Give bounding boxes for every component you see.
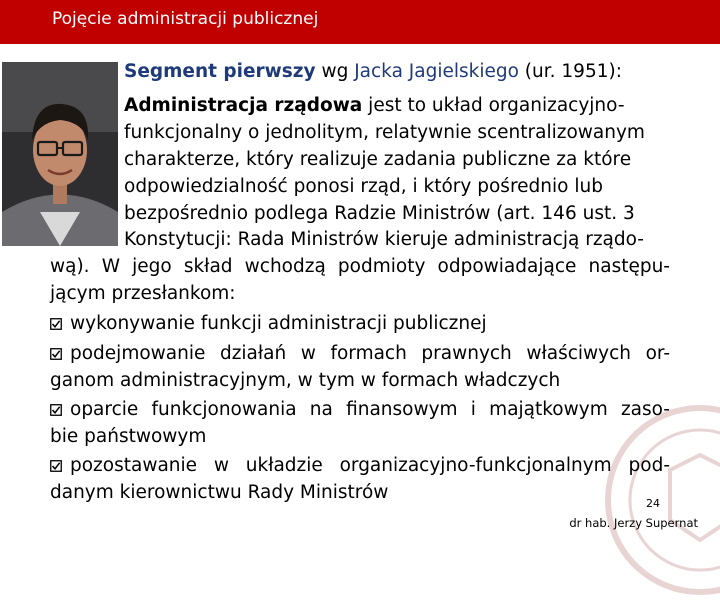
definition-text-1: jest to układ organizacyjno- xyxy=(362,95,625,116)
bullet-3-text-line-2: bie państwowym xyxy=(50,426,207,447)
bullet-item-1 xyxy=(50,315,487,334)
checkbox-checked-icon xyxy=(50,460,62,472)
footer-author: dr hab. Jerzy Supernat xyxy=(569,516,698,530)
bullet-item-2 xyxy=(50,345,670,364)
segment-author: Jacka Jagielskiego xyxy=(354,61,519,82)
definition-line-2: funkcjonalny o jednolitym, relatywnie scentralizowanym xyxy=(124,122,645,143)
definition-line-3: charakterze, który realizuje zadania publiczne za które xyxy=(124,149,632,170)
definition-line-1 xyxy=(124,97,625,116)
bullet-2-text-line-1: podejmowanie działań w formach prawnych właściwych or- xyxy=(70,343,670,364)
checkbox-checked-icon xyxy=(50,348,62,360)
header-bar xyxy=(0,0,720,44)
bullet-item-4 xyxy=(50,457,670,476)
bullet-4-text-line-2: danym kierownictwu Rady Ministrów xyxy=(50,482,389,503)
segment-years: (ur. 1951): xyxy=(518,61,622,82)
segment-heading xyxy=(124,63,622,82)
bullet-2-text-line-2: ganom administracyjnym, w tym w formach władczych xyxy=(50,370,561,391)
portrait-photo xyxy=(2,62,118,246)
bullet-item-3 xyxy=(50,401,670,420)
page-number: 24 xyxy=(646,497,660,510)
checkbox-checked-icon xyxy=(50,404,62,416)
definition-line-6: Konstytucji: Rada Ministrów kieruje administracją rządo- xyxy=(124,229,644,250)
slide-title: Pojęcie administracji publicznej xyxy=(52,9,319,29)
university-seal-watermark xyxy=(600,400,720,600)
segment-wg: wg xyxy=(315,61,355,82)
portrait-illustration xyxy=(2,62,118,246)
definition-line-4: odpowiedzialność ponosi rząd, i który pośrednio lub xyxy=(124,176,603,197)
definition-line-5: bezpośrednio podlega Radzie Ministrów (art. 146 ust. 3 xyxy=(124,203,635,224)
bullet-4-text-line-1: pozostawanie w układzie organizacyjno-funkcjonalnym pod- xyxy=(70,455,670,476)
definition-term: Administracja rządowa xyxy=(124,95,363,116)
definition-line-8: jącym przesłankom: xyxy=(50,283,236,304)
bullet-3-text-line-1: oparcie funkcjonowania na finansowym i majątkowym zaso- xyxy=(70,399,670,420)
definition-line-7: wą). W jego skład wchodzą podmioty odpowiadające następu- xyxy=(50,256,670,277)
checkbox-checked-icon xyxy=(50,318,62,330)
bullet-1-text: wykonywanie funkcji administracji publicznej xyxy=(70,313,487,334)
segment-label: Segment pierwszy xyxy=(124,61,316,82)
